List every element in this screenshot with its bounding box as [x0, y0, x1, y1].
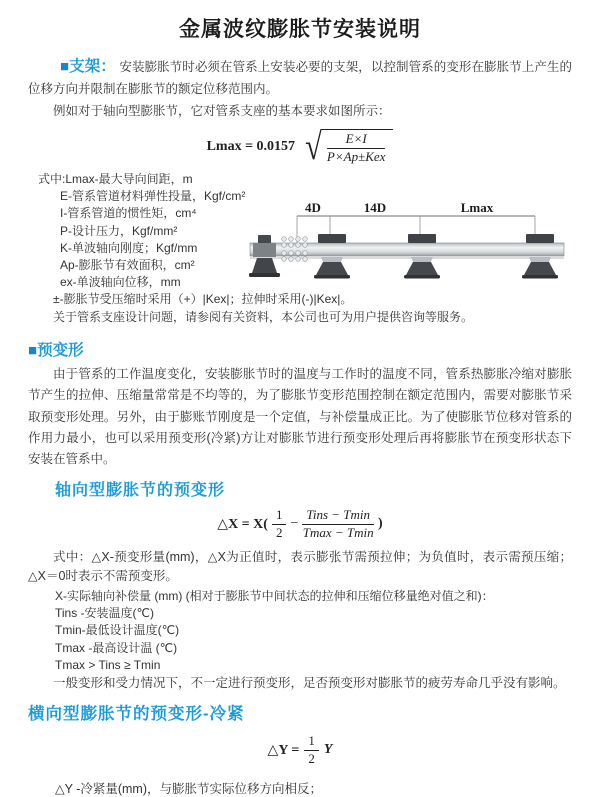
lateral-preform-heading: 横向型膨胀节的预变形-冷紧: [28, 705, 245, 724]
support-intro-paragraph: [28, 56, 572, 100]
support-example-line: 例如对于轴向型膨胀节，它对管系支座的基本要求如图所示：: [53, 104, 391, 118]
fraction-denominator: 2: [275, 524, 283, 540]
minus-sign: −: [290, 516, 299, 532]
lateral-explain: △Y -冷紧量(mm)，与膨胀节实际位移方向相反；: [55, 782, 323, 797]
definition-line: ±-膨胀节受压缩时采用（+）|Kex|；拉伸时采用(-)|Kex|。: [53, 292, 353, 307]
temp-definition-line: Tmin-最低设计温度(℃): [55, 623, 180, 638]
support-section-heading: 支架：: [69, 58, 116, 75]
definition-line: ex-单波轴向位移，mm: [60, 275, 181, 290]
definition-line: 关于管系支座设计问题，请参阅有关资料，本公司也可为用户提供咨询等服务。: [53, 309, 474, 324]
axial-formula-rhs: ): [378, 516, 383, 532]
definition-line: K-单波轴向刚度；Kgf/mm: [60, 240, 198, 255]
radicand: [321, 129, 394, 165]
definition-line: E-管系管道材料弹性投量，Kgf/cm²: [60, 189, 246, 204]
temp-definition-line: Tins -安装温度(℃): [55, 605, 155, 620]
definition-line: P-设计压力，Kgf/mm²: [60, 223, 178, 238]
temp-inequality-line: Tmax > Tins ≥ Tmin: [55, 657, 161, 672]
dim-label-14d: 14D: [363, 201, 387, 215]
lateral-formula-lhs: △Y =: [267, 742, 300, 758]
temperature-fraction: [302, 508, 374, 541]
axial-formula: [0, 506, 600, 542]
radical-sign: √: [305, 126, 322, 168]
definition-line: 式中:Lmax-最大导向间距，m: [38, 172, 193, 186]
temp-definition-line: Tmax -最高设计温 (℃): [55, 640, 178, 655]
lmax-fraction: [327, 132, 386, 165]
section-marker-icon: ■: [60, 58, 70, 75]
definitions-block: [38, 171, 600, 326]
lmax-formula-lhs: Lmax = 0.0157: [206, 139, 296, 154]
preform-paragraph: 由于管系的工作温度变化，安装膨胀节时的温度与工作时的温度不同，管系热膨胀冷缩对膨胀节产生的拉伸、压缩量常常是不均等的，为了膨胀节变形范围控制在额定范围内，需要对膨胀节采取预变形处理。另外，由于膨账节刚度是一个定值，与补偿量成正比。为了使膨胀节位移对管系的作用力最小，也可以采用预变形(冷紧)方让对膨胀节进行预变形处理后再将膨胀节在预变形状态下安装在管系中。: [28, 367, 572, 467]
support-intro-text: 安装膨胀节时必须在管系上安装必要的支架，以控制管系的变形在膨胀节上产生的位移方向并限制在膨胀节的额定位移范围内。: [28, 60, 572, 96]
preform-heading-label: 预变形: [37, 342, 84, 359]
anchor-support-icon: [249, 235, 280, 277]
fraction-numerator: 1: [304, 734, 319, 751]
page-title: 金属波纹膨胀节安装说明: [179, 18, 421, 41]
lateral-formula: [0, 734, 600, 766]
axial-x-definition: X-实际轴向补偿量 (mm) (相对于膨胀节中间状态的拉伸和压缩位移量绝对值之和)：: [55, 588, 494, 603]
axial-explain: 式中：△X-预变形量(mm)，△X为正值时，表示膨张节需预拉伸；为负值时，表示需预压缩；△X＝0时表示不需预变形。: [28, 550, 572, 584]
fraction-numerator: 1: [272, 508, 287, 525]
fraction-denominator: Tmax − Tmin: [302, 524, 374, 540]
section-marker-icon: ■: [28, 342, 38, 359]
axial-note: 一般变形和受力情况下，不一定进行预变形，足否预变形对膨胀节的疲劳寿命几乎没有影响。: [53, 676, 566, 691]
definition-line: Ap-膨胀节有效面积，cm²: [60, 258, 195, 273]
half-fraction: [272, 508, 287, 541]
half-fraction: [304, 734, 319, 767]
dim-label-4d: 4D: [305, 201, 321, 215]
pipe-support-diagram: [248, 201, 578, 296]
lmax-fraction-numerator: E×I: [327, 132, 386, 149]
lmax-fraction-denominator: P×Ap±Kex: [326, 149, 386, 164]
preform-section-heading: [28, 338, 572, 360]
fraction-numerator: Tins − Tmin: [302, 508, 374, 525]
dim-label-lmax: Lmax: [460, 201, 494, 215]
definition-line: I-管系管道的惯性矩，cm⁴: [60, 206, 197, 221]
lmax-formula: [0, 127, 600, 167]
axial-formula-lhs: △X = X(: [217, 516, 268, 532]
sqrt-radical: [303, 126, 393, 168]
fraction-denominator: 2: [308, 750, 315, 766]
lateral-formula-rhs: Y: [323, 742, 333, 758]
axial-preform-heading: 轴向型膨胀节的预变形: [55, 482, 226, 500]
